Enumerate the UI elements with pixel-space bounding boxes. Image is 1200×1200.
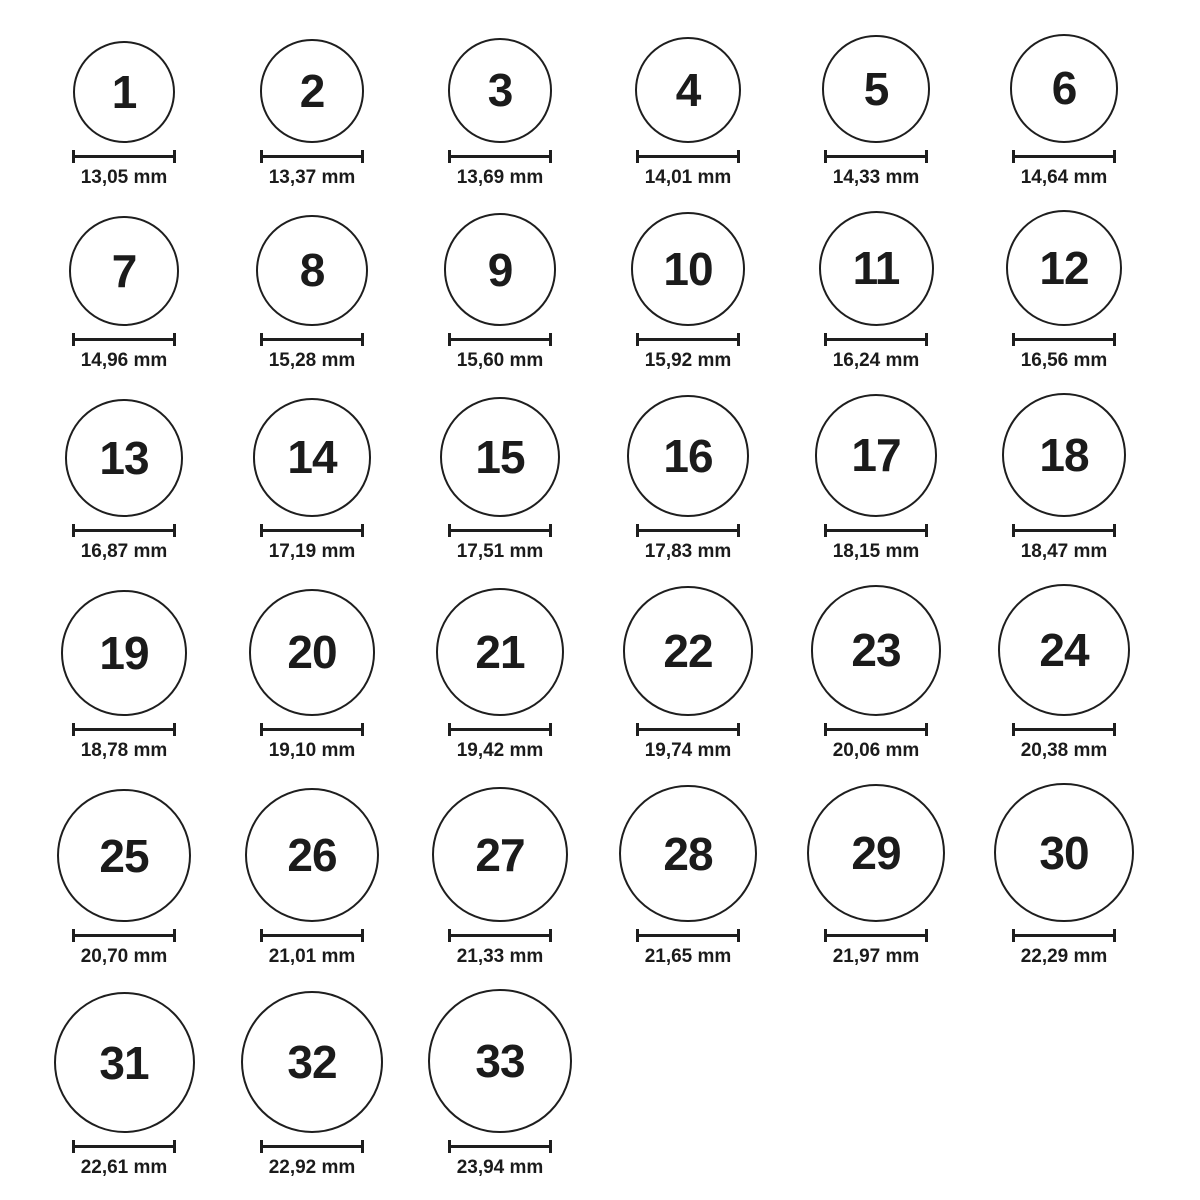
ring-circle bbox=[635, 37, 741, 143]
ring-circle bbox=[260, 39, 363, 142]
measure-tick-right bbox=[549, 929, 552, 942]
diameter-label: 16,87 mm bbox=[80, 540, 168, 562]
ring-row bbox=[30, 783, 1200, 968]
measure-tick-right bbox=[737, 929, 740, 942]
measure-tick-right bbox=[1113, 723, 1116, 736]
ring-size-item bbox=[218, 398, 406, 562]
ring-size-item bbox=[218, 788, 406, 968]
ring-circle bbox=[440, 397, 560, 517]
diameter-label: 14,64 mm bbox=[1020, 166, 1108, 188]
diameter-label: 15,60 mm bbox=[456, 349, 544, 371]
measure-bar bbox=[636, 728, 740, 731]
measure-tick-right bbox=[549, 150, 552, 163]
measure-bar bbox=[636, 338, 740, 341]
measure-bar bbox=[448, 155, 552, 158]
diameter-label: 19,10 mm bbox=[268, 739, 356, 761]
ring-size-number: 3 bbox=[487, 64, 513, 117]
measure-bar bbox=[1012, 155, 1116, 158]
diameter-measure-line bbox=[72, 524, 176, 537]
diameter-label: 20,70 mm bbox=[80, 946, 168, 968]
ring-size-number: 31 bbox=[99, 1036, 149, 1089]
ring-size-number: 32 bbox=[287, 1035, 337, 1088]
measure-tick-right bbox=[1113, 333, 1116, 346]
measure-bar bbox=[260, 155, 364, 158]
measure-tick-right bbox=[737, 150, 740, 163]
measure-tick-right bbox=[1113, 150, 1116, 163]
ring-size-item bbox=[406, 989, 594, 1178]
diameter-label: 19,42 mm bbox=[456, 739, 544, 761]
ring-size-number: 4 bbox=[675, 63, 701, 116]
ring-size-item bbox=[218, 215, 406, 371]
measure-tick-right bbox=[173, 1140, 176, 1153]
diameter-measure-line bbox=[260, 150, 364, 163]
ring-size-item bbox=[782, 784, 970, 967]
diameter-label: 17,51 mm bbox=[456, 540, 544, 562]
ring-circle bbox=[241, 991, 383, 1133]
ring-size-item bbox=[970, 210, 1158, 371]
diameter-label: 16,24 mm bbox=[832, 349, 920, 371]
ring-size-number: 12 bbox=[1039, 241, 1089, 294]
ring-circle bbox=[815, 394, 938, 517]
measure-bar bbox=[636, 529, 740, 532]
diameter-measure-line bbox=[72, 929, 176, 942]
ring-circle bbox=[65, 399, 183, 517]
ring-circle bbox=[61, 590, 186, 715]
measure-tick-right bbox=[173, 150, 176, 163]
ring-circle bbox=[436, 588, 564, 716]
ring-size-item bbox=[782, 35, 970, 187]
ring-size-number: 15 bbox=[475, 430, 525, 483]
ring-size-item bbox=[782, 394, 970, 562]
diameter-measure-line bbox=[636, 929, 740, 942]
ring-size-item bbox=[594, 395, 782, 562]
measure-bar bbox=[260, 529, 364, 532]
ring-size-number: 13 bbox=[99, 432, 149, 485]
measure-tick-right bbox=[361, 723, 364, 736]
diameter-measure-line bbox=[636, 524, 740, 537]
measure-tick-right bbox=[925, 929, 928, 942]
measure-tick-right bbox=[361, 929, 364, 942]
ring-circle bbox=[448, 38, 553, 143]
ring-circle bbox=[819, 211, 934, 326]
ring-circle bbox=[256, 215, 367, 326]
diameter-measure-line bbox=[448, 929, 552, 942]
diameter-measure-line bbox=[824, 524, 928, 537]
diameter-label: 14,33 mm bbox=[832, 166, 920, 188]
diameter-label: 17,83 mm bbox=[644, 540, 732, 562]
measure-tick-right bbox=[1113, 524, 1116, 537]
ring-circle bbox=[623, 586, 752, 715]
ring-size-number: 7 bbox=[111, 244, 137, 297]
ring-size-number: 22 bbox=[663, 625, 713, 678]
diameter-measure-line bbox=[72, 333, 176, 346]
ring-size-item bbox=[30, 216, 218, 371]
ring-row bbox=[30, 34, 1200, 188]
diameter-label: 22,29 mm bbox=[1020, 946, 1108, 968]
diameter-measure-line bbox=[72, 1140, 176, 1153]
diameter-label: 22,61 mm bbox=[80, 1157, 168, 1179]
measure-tick-right bbox=[173, 524, 176, 537]
ring-size-number: 9 bbox=[487, 243, 513, 296]
ring-row bbox=[30, 210, 1200, 371]
diameter-label: 13,37 mm bbox=[268, 166, 356, 188]
diameter-label: 23,94 mm bbox=[456, 1157, 544, 1179]
diameter-measure-line bbox=[824, 150, 928, 163]
measure-bar bbox=[72, 728, 176, 731]
measure-bar bbox=[72, 338, 176, 341]
measure-tick-right bbox=[925, 333, 928, 346]
measure-tick-right bbox=[737, 524, 740, 537]
diameter-label: 21,01 mm bbox=[268, 946, 356, 968]
ring-size-number: 18 bbox=[1039, 428, 1089, 481]
measure-tick-right bbox=[173, 723, 176, 736]
measure-bar bbox=[448, 934, 552, 937]
diameter-measure-line bbox=[636, 333, 740, 346]
ring-size-number: 29 bbox=[851, 827, 901, 880]
ring-size-number: 27 bbox=[475, 828, 525, 881]
ring-size-item bbox=[970, 34, 1158, 188]
ring-circle bbox=[998, 584, 1130, 716]
diameter-label: 21,33 mm bbox=[456, 946, 544, 968]
ring-size-item bbox=[218, 589, 406, 761]
ring-circle bbox=[428, 989, 572, 1133]
ring-size-item bbox=[970, 783, 1158, 968]
ring-circle bbox=[54, 992, 195, 1133]
ring-circle bbox=[245, 788, 380, 923]
diameter-measure-line bbox=[636, 723, 740, 736]
ring-size-item bbox=[406, 787, 594, 968]
diameter-label: 15,28 mm bbox=[268, 349, 356, 371]
diameter-label: 21,65 mm bbox=[644, 946, 732, 968]
measure-bar bbox=[260, 728, 364, 731]
measure-tick-right bbox=[361, 1140, 364, 1153]
diameter-label: 14,96 mm bbox=[80, 349, 168, 371]
diameter-label: 18,47 mm bbox=[1020, 540, 1108, 562]
ring-circle bbox=[1002, 393, 1126, 517]
diameter-label: 18,15 mm bbox=[832, 540, 920, 562]
measure-tick-right bbox=[737, 723, 740, 736]
ring-size-item bbox=[30, 41, 218, 188]
ring-size-item bbox=[782, 211, 970, 371]
ring-row bbox=[30, 584, 1200, 761]
diameter-measure-line bbox=[260, 333, 364, 346]
ring-circle bbox=[1010, 34, 1119, 143]
ring-size-item bbox=[406, 38, 594, 188]
measure-bar bbox=[636, 155, 740, 158]
measure-tick-right bbox=[925, 524, 928, 537]
ring-circle bbox=[444, 213, 556, 325]
ring-size-item bbox=[30, 992, 218, 1178]
diameter-measure-line bbox=[448, 333, 552, 346]
measure-tick-right bbox=[549, 333, 552, 346]
ring-row bbox=[30, 989, 1200, 1178]
diameter-label: 20,38 mm bbox=[1020, 739, 1108, 761]
measure-bar bbox=[636, 934, 740, 937]
measure-bar bbox=[260, 1145, 364, 1148]
ring-size-number: 10 bbox=[663, 242, 713, 295]
measure-tick-right bbox=[549, 1140, 552, 1153]
diameter-measure-line bbox=[1012, 929, 1116, 942]
ring-row bbox=[30, 393, 1200, 562]
ring-circle bbox=[822, 35, 929, 142]
ring-size-item bbox=[594, 212, 782, 371]
measure-tick-right bbox=[173, 333, 176, 346]
measure-tick-right bbox=[925, 723, 928, 736]
ring-circle bbox=[57, 789, 190, 922]
ring-circle bbox=[619, 785, 756, 922]
ring-size-item bbox=[406, 588, 594, 761]
diameter-measure-line bbox=[448, 723, 552, 736]
ring-size-number: 14 bbox=[287, 431, 337, 484]
diameter-label: 19,74 mm bbox=[644, 739, 732, 761]
diameter-measure-line bbox=[72, 150, 176, 163]
ring-size-number: 17 bbox=[851, 429, 901, 482]
ring-size-number: 30 bbox=[1039, 826, 1089, 879]
measure-bar bbox=[824, 728, 928, 731]
measure-tick-right bbox=[549, 723, 552, 736]
diameter-measure-line bbox=[824, 723, 928, 736]
diameter-measure-line bbox=[1012, 150, 1116, 163]
ring-size-item bbox=[30, 590, 218, 760]
ring-size-number: 19 bbox=[99, 627, 149, 680]
measure-tick-right bbox=[925, 150, 928, 163]
measure-tick-right bbox=[173, 929, 176, 942]
measure-bar bbox=[824, 155, 928, 158]
measure-bar bbox=[72, 155, 176, 158]
measure-bar bbox=[1012, 934, 1116, 937]
diameter-measure-line bbox=[824, 333, 928, 346]
ring-size-number: 21 bbox=[475, 625, 525, 678]
diameter-label: 13,69 mm bbox=[456, 166, 544, 188]
measure-bar bbox=[824, 529, 928, 532]
measure-bar bbox=[824, 338, 928, 341]
diameter-label: 14,01 mm bbox=[644, 166, 732, 188]
ring-circle bbox=[811, 585, 942, 716]
ring-size-number: 26 bbox=[287, 829, 337, 882]
ring-size-item bbox=[406, 213, 594, 370]
measure-bar bbox=[448, 728, 552, 731]
measure-bar bbox=[448, 1145, 552, 1148]
ring-size-number: 1 bbox=[111, 65, 137, 118]
ring-circle bbox=[69, 216, 179, 326]
ring-size-number: 20 bbox=[287, 626, 337, 679]
diameter-measure-line bbox=[1012, 524, 1116, 537]
diameter-measure-line bbox=[1012, 723, 1116, 736]
ring-size-item bbox=[970, 584, 1158, 761]
measure-bar bbox=[1012, 728, 1116, 731]
measure-tick-right bbox=[361, 150, 364, 163]
ring-size-item bbox=[406, 397, 594, 562]
ring-circle bbox=[627, 395, 749, 517]
diameter-label: 21,97 mm bbox=[832, 946, 920, 968]
measure-tick-right bbox=[361, 333, 364, 346]
diameter-measure-line bbox=[260, 929, 364, 942]
ring-size-number: 16 bbox=[663, 430, 713, 483]
ring-size-item bbox=[594, 586, 782, 760]
diameter-measure-line bbox=[448, 150, 552, 163]
measure-bar bbox=[448, 338, 552, 341]
ring-circle bbox=[73, 41, 175, 143]
diameter-measure-line bbox=[260, 524, 364, 537]
ring-size-number: 23 bbox=[851, 624, 901, 677]
diameter-measure-line bbox=[260, 1140, 364, 1153]
diameter-label: 20,06 mm bbox=[832, 739, 920, 761]
ring-size-number: 33 bbox=[475, 1035, 525, 1088]
diameter-measure-line bbox=[260, 723, 364, 736]
ring-size-item bbox=[218, 39, 406, 187]
measure-bar bbox=[72, 529, 176, 532]
ring-size-item bbox=[218, 991, 406, 1178]
measure-bar bbox=[260, 338, 364, 341]
diameter-measure-line bbox=[824, 929, 928, 942]
ring-circle bbox=[994, 783, 1134, 923]
ring-size-number: 2 bbox=[299, 64, 325, 117]
ring-size-number: 6 bbox=[1051, 62, 1077, 115]
diameter-label: 15,92 mm bbox=[644, 349, 732, 371]
ring-circle bbox=[253, 398, 372, 517]
ring-circle bbox=[1006, 210, 1122, 326]
diameter-label: 16,56 mm bbox=[1020, 349, 1108, 371]
diameter-measure-line bbox=[1012, 333, 1116, 346]
ring-size-item bbox=[970, 393, 1158, 562]
ring-size-number: 8 bbox=[299, 244, 325, 297]
measure-bar bbox=[260, 934, 364, 937]
diameter-measure-line bbox=[448, 524, 552, 537]
ring-size-number: 11 bbox=[852, 242, 900, 295]
ring-circle bbox=[432, 787, 568, 923]
ring-circle bbox=[249, 589, 376, 716]
measure-bar bbox=[448, 529, 552, 532]
measure-tick-right bbox=[361, 524, 364, 537]
measure-bar bbox=[1012, 338, 1116, 341]
ring-size-item bbox=[30, 789, 218, 967]
ring-size-number: 25 bbox=[99, 829, 149, 882]
measure-tick-right bbox=[1113, 929, 1116, 942]
ring-size-number: 28 bbox=[663, 827, 713, 880]
measure-tick-right bbox=[737, 333, 740, 346]
diameter-measure-line bbox=[636, 150, 740, 163]
ring-circle bbox=[631, 212, 745, 326]
diameter-label: 17,19 mm bbox=[268, 540, 356, 562]
diameter-measure-line bbox=[448, 1140, 552, 1153]
diameter-label: 18,78 mm bbox=[80, 739, 168, 761]
measure-bar bbox=[1012, 529, 1116, 532]
measure-tick-right bbox=[549, 524, 552, 537]
ring-circle bbox=[807, 784, 945, 922]
ring-size-item bbox=[782, 585, 970, 761]
measure-bar bbox=[824, 934, 928, 937]
diameter-measure-line bbox=[72, 723, 176, 736]
ring-size-number: 24 bbox=[1039, 623, 1089, 676]
diameter-label: 22,92 mm bbox=[268, 1157, 356, 1179]
diameter-label: 13,05 mm bbox=[80, 166, 168, 188]
ring-size-item bbox=[594, 37, 782, 188]
ring-size-item bbox=[594, 785, 782, 967]
measure-bar bbox=[72, 934, 176, 937]
measure-bar bbox=[72, 1145, 176, 1148]
ring-size-item bbox=[30, 399, 218, 562]
ring-size-number: 5 bbox=[863, 62, 889, 115]
